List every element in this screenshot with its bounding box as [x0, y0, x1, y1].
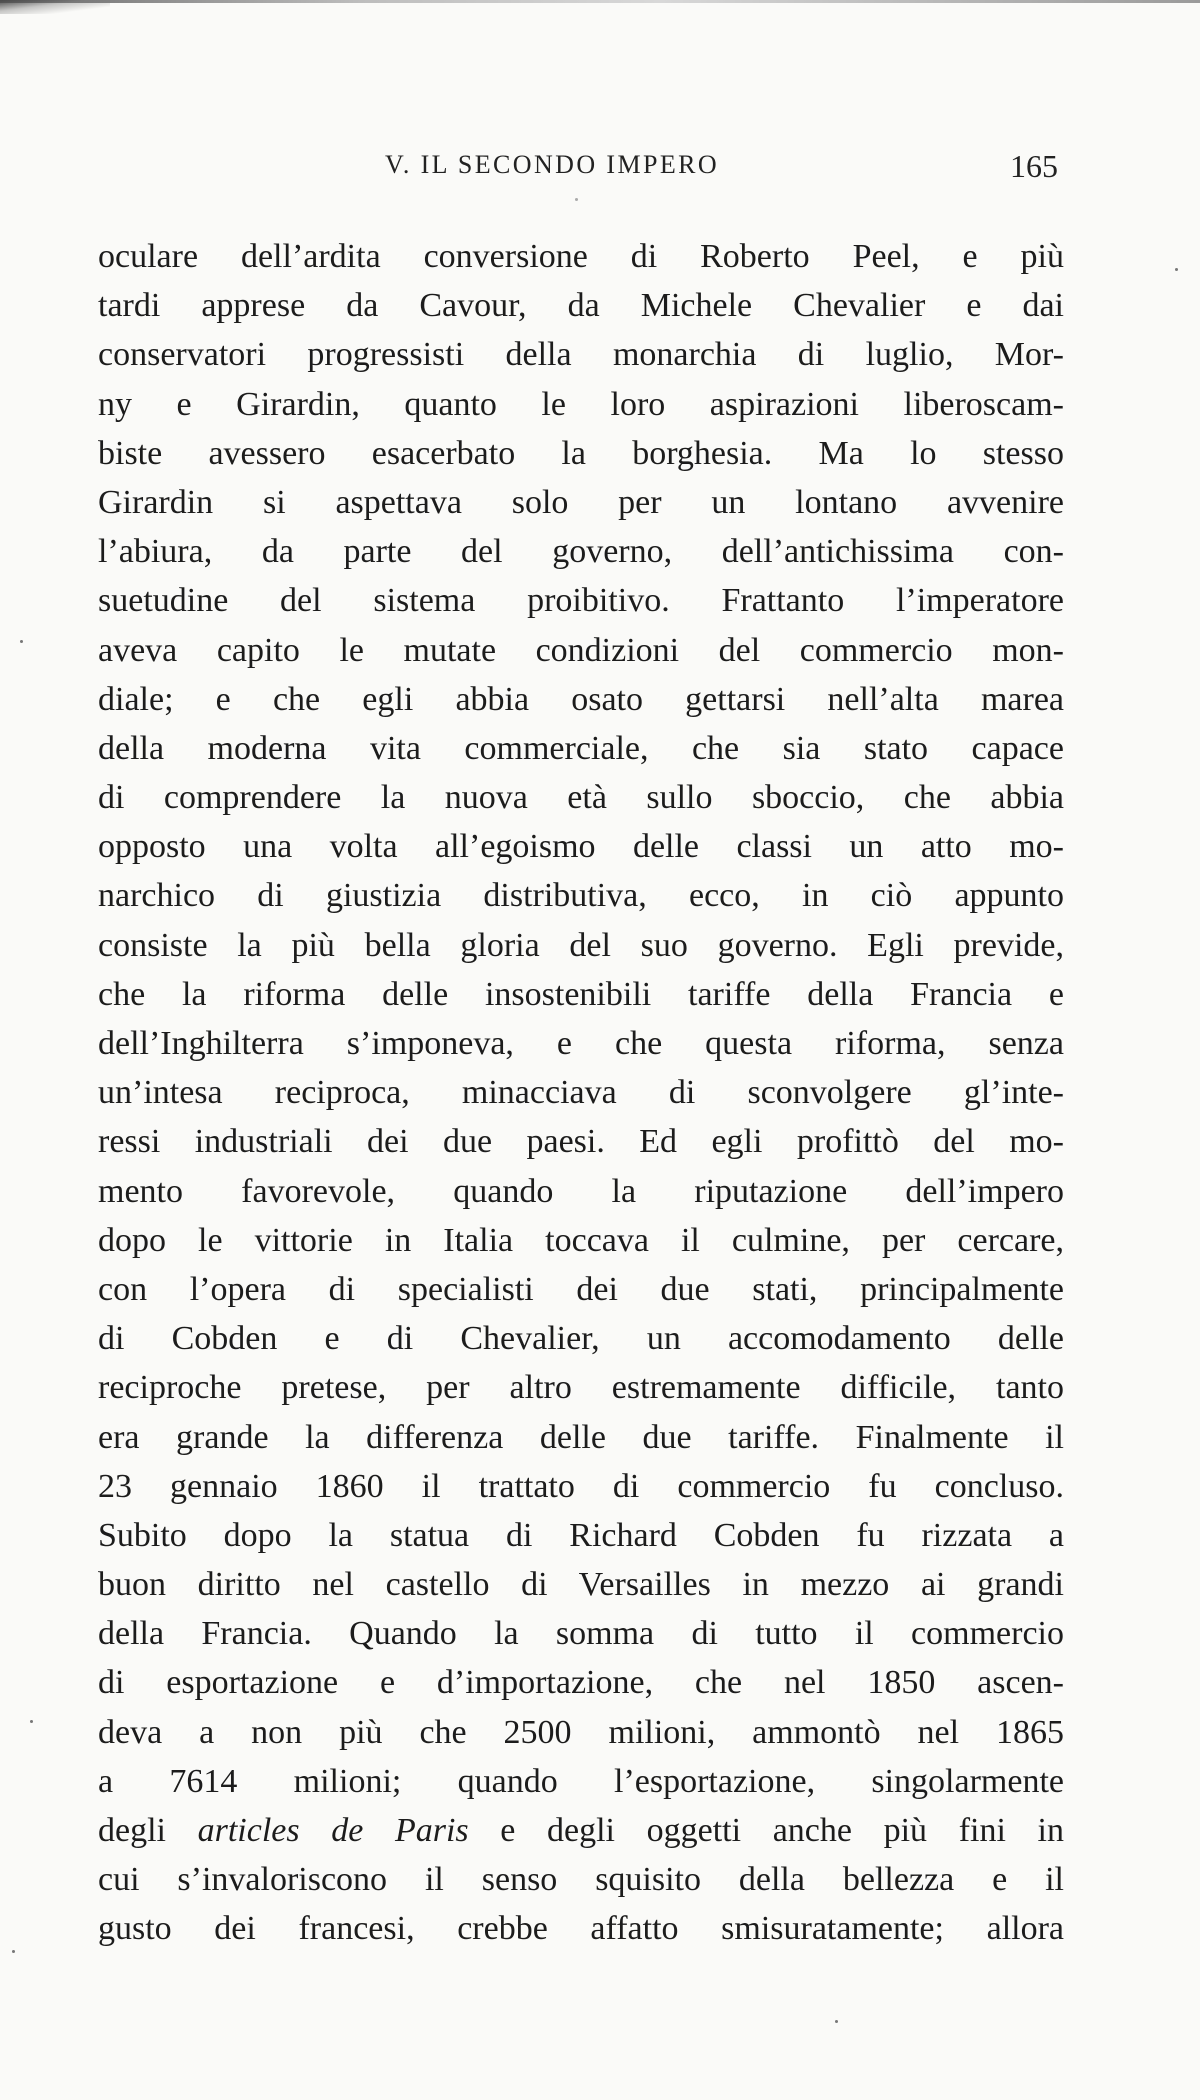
line-after-italic: e degli oggetti anche più fini in: [468, 1812, 1064, 1849]
text-line: oculare dell’ardita conversione di Roberto Peel, e più: [98, 238, 1064, 275]
scan-top-edge: [0, 0, 1200, 3]
text-line: era grande la differenza delle due tariffe. Finalmente il: [98, 1418, 1064, 1456]
text-line: reciproche pretese, per altro estremamente difficile, tanto: [98, 1369, 1064, 1407]
text-line: Girardin si aspettava solo per un lontano avvenire: [98, 483, 1064, 521]
text-line: conservatori progressisti della monarchia di luglio, Mor-: [98, 336, 1064, 374]
text-line: 23 gennaio 1860 il trattato di commercio fu concluso.: [98, 1467, 1064, 1505]
text-line: consiste la più bella gloria del suo governo. Egli previde,: [98, 926, 1064, 964]
scan-corner-mark: [0, 0, 110, 14]
text-line: di comprendere la nuova età sullo sboccio, che abbia: [98, 779, 1064, 817]
text-line: cui s’invaloriscono il senso squisito della bellezza e il: [98, 1861, 1064, 1899]
text-line: un’intesa reciproca, minacciava di sconvolgere gl’inte-: [98, 1074, 1064, 1112]
text-line: tardi apprese da Cavour, da Michele Chevalier e dai: [98, 287, 1064, 325]
text-line-with-italic: [98, 1806, 1064, 1855]
text-line: aveva capito le mutate condizioni del commercio mon-: [98, 631, 1064, 669]
text-line: deva a non più che 2500 milioni, ammontò nel 1865: [98, 1713, 1064, 1751]
text-line: buon diritto nel castello di Versailles in mezzo ai grandi: [98, 1566, 1064, 1604]
body-text: [98, 232, 1064, 1954]
text-line: ny e Girardin, quanto le loro aspirazioni liberoscam-: [98, 385, 1064, 423]
scan-speck: [12, 1950, 15, 1953]
text-line: mento favorevole, quando la riputazione dell’impero: [98, 1172, 1064, 1210]
italic-phrase: articles de Paris: [197, 1812, 469, 1849]
scan-speck: [835, 2020, 838, 2023]
scan-speck: [30, 1720, 33, 1723]
text-line: con l’opera di specialisti dei due stati, principalmente: [98, 1270, 1064, 1308]
text-line: l’abiura, da parte del governo, dell’antichissima con-: [98, 533, 1064, 571]
running-head: V. IL SECONDO IMPERO: [385, 150, 720, 179]
text-line: diale; e che egli abbia osato gettarsi nell’alta marea: [98, 680, 1064, 718]
scan-speck: [575, 198, 578, 201]
text-line: suetudine del sistema proibitivo. Frattanto l’imperatore: [98, 582, 1064, 620]
text-line: opposto una volta all’egoismo delle classi un atto mo-: [98, 828, 1064, 866]
text-line: Subito dopo la statua di Richard Cobden fu rizzata a: [98, 1516, 1064, 1554]
scan-speck: [20, 640, 23, 643]
text-line: biste avessero esacerbato la borghesia. Ma lo stesso: [98, 434, 1064, 472]
scan-speck: [1175, 268, 1178, 271]
text-line: dell’Inghilterra s’imponeva, e che questa riforma, senza: [98, 1025, 1064, 1062]
text-line: dopo le vittorie in Italia toccava il culmine, per cercare,: [98, 1221, 1064, 1259]
text-line: gusto dei francesi, crebbe affatto smisuratamente; allora: [98, 1910, 1064, 1948]
text-line: della Francia. Quando la somma di tutto il commercio: [98, 1615, 1064, 1653]
text-line: narchico di giustizia distributiva, ecco, in ciò appunto: [98, 877, 1064, 915]
text-line: di Cobden e di Chevalier, un accomodamento delle: [98, 1320, 1064, 1358]
text-line: ressi industriali dei due paesi. Ed egli profittò del mo-: [98, 1123, 1064, 1161]
line-before-italic: degli: [98, 1812, 198, 1849]
text-line: che la riforma delle insostenibili tariffe della Francia e: [98, 975, 1064, 1013]
text-line: di esportazione e d’importazione, che nel 1850 ascen-: [98, 1664, 1064, 1702]
text-line: a 7614 milioni; quando l’esportazione, singolarmente: [98, 1762, 1064, 1800]
page-number: 165: [1010, 148, 1058, 184]
text-line: della moderna vita commerciale, che sia stato capace: [98, 729, 1064, 767]
